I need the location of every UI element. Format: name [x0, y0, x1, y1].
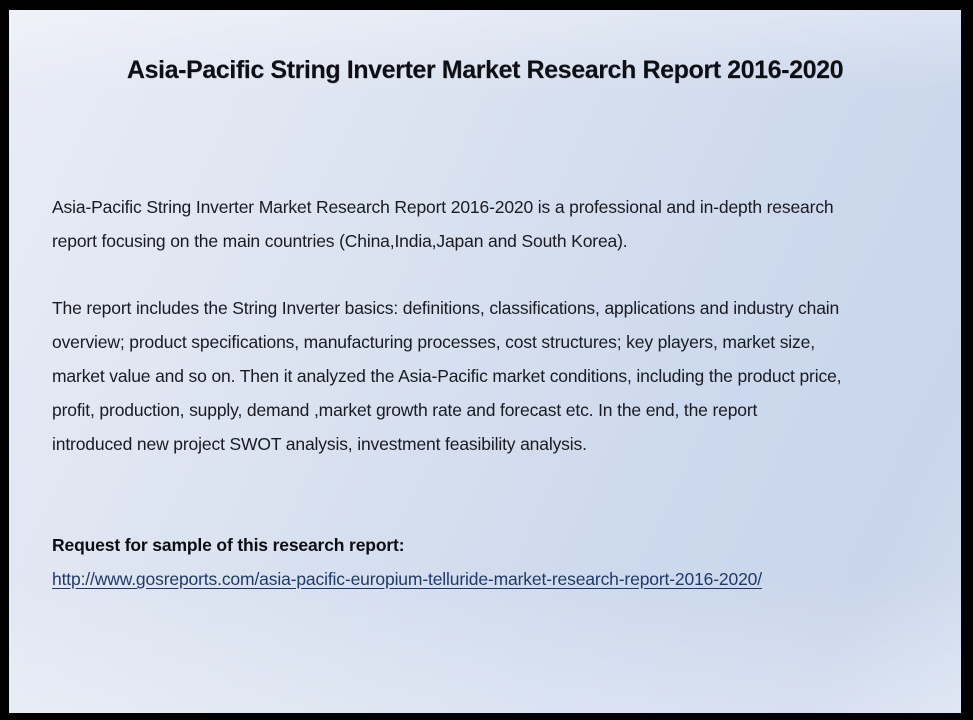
- slide-title: Asia-Pacific String Inverter Market Research Report 2016-2020: [126, 56, 844, 84]
- text-line: market value and so on. Then it analyzed the Asia-Pacific market conditions, including the product price,: [52, 366, 842, 386]
- text-line: overview; product specifications, manufacturing processes, cost structures; key players, market size,: [52, 332, 815, 352]
- slide-background: [9, 10, 961, 713]
- intro-paragraph: [52, 190, 932, 258]
- text-line: Asia-Pacific String Inverter Market Research Report 2016-2020 is a professional and in-depth research: [52, 197, 834, 217]
- text-line: introduced new project SWOT analysis, investment feasibility analysis.: [52, 434, 587, 454]
- section-gap: [52, 461, 932, 528]
- text-line: profit, production, supply, demand ,market growth rate and forecast etc. In the end, the report: [52, 400, 758, 420]
- report-details-paragraph: [52, 291, 932, 461]
- request-sample-label: Request for sample of this research report:: [52, 535, 405, 555]
- text-line: The report includes the String Inverter basics: definitions, classifications, applications and industry chain: [52, 298, 840, 318]
- slide-body: [52, 190, 932, 596]
- paragraph-gap: [52, 258, 932, 291]
- report-sample-link[interactable]: http://www.gosreports.com/asia-pacific-europium-telluride-market-research-report-2016-2020/: [52, 569, 762, 589]
- text-line: report focusing on the main countries (China,India,Japan and South Korea).: [52, 231, 628, 251]
